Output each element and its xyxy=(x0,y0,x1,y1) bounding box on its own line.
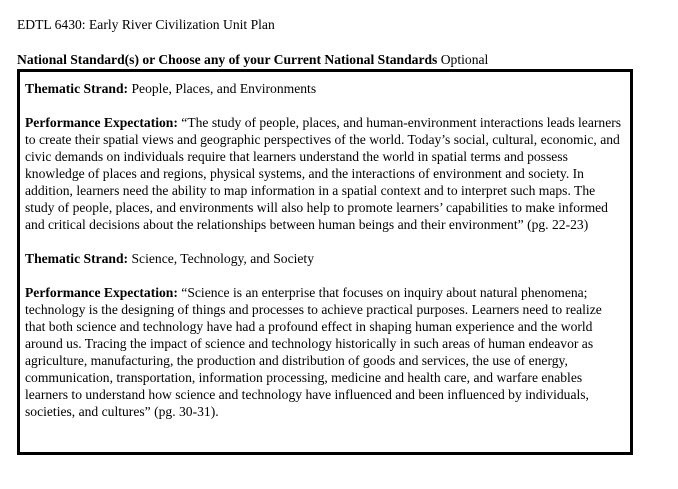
standards-heading-line xyxy=(17,51,488,68)
thematic-strand-2 xyxy=(25,250,624,267)
expectation-text: “Science is an enterprise that focuses on inquiry about natural phenomena; technology is the designing of things and processes to achieve practical purposes. Learners need to realize that both science and technology have had a profound effect in shaping human experience and the world around us. Tracing the impact of science and technology historically in such areas of human endeavor as agriculture, manufacturing, the production and distribution of goods and services, the use of energy, communication, transportation, information processing, medicine and health care, and warfare enables learners to understand how science and technology have influenced and been influenced by individuals, societies, and cultures” (pg. 30-31). xyxy=(25,285,602,419)
expectation-label: Performance Expectation: xyxy=(25,115,178,130)
strand-label: Thematic Strand: xyxy=(25,251,129,266)
standards-heading: National Standard(s) or Choose any of your Current National Standards xyxy=(17,52,438,67)
strand-name: Science, Technology, and Society xyxy=(128,251,315,266)
standards-optional-note: Optional xyxy=(437,52,489,67)
strand-label: Thematic Strand: xyxy=(25,81,129,96)
standards-box xyxy=(17,69,633,455)
document-title: EDTL 6430: Early River Civilization Unit Plan xyxy=(17,17,275,32)
thematic-strand-1 xyxy=(25,80,624,97)
performance-expectation-1 xyxy=(25,114,624,233)
expectation-text: “The study of people, places, and human-environment interactions leads learners to create their spatial views and geographic perspectives of the world. Today’s social, cultural, economic, and civic demands on individuals require that learners understand the world in spatial terms and possess knowledge of places and regions, physical systems, and the interactions of environment and society. In addition, learners need the ability to map information in a spatial context and to interpret such maps. The study of people, places, and environments will also help to promote learners’ capabilities to make informed and critical decisions about the relationships between human beings and their environment” (pg. 22-23) xyxy=(25,115,622,232)
expectation-label: Performance Expectation: xyxy=(25,285,178,300)
performance-expectation-2 xyxy=(25,284,624,420)
strand-name: People, Places, and Environments xyxy=(128,81,317,96)
